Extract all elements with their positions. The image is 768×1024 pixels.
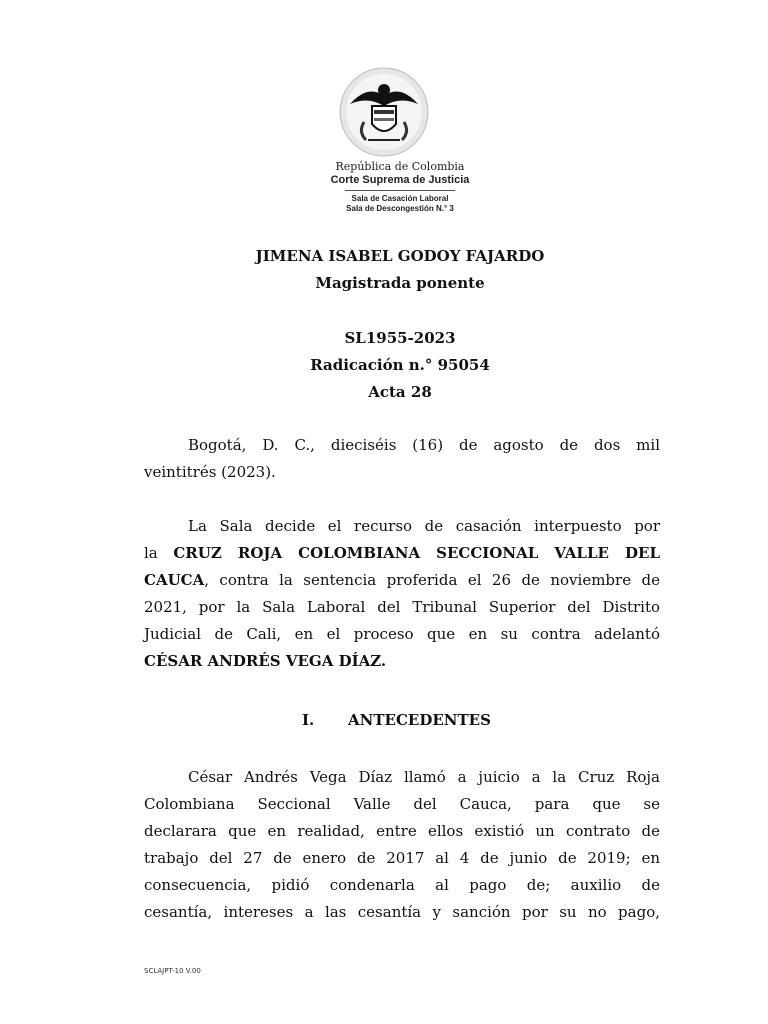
text-line: César Andrés Vega Díaz llamó a juicio a la Cruz Roja [188,768,660,786]
antecedentes-paragraph [144,764,660,926]
section-title: ANTECEDENTES [348,711,491,729]
institution-header [0,160,768,214]
party-name: CAUCA [144,571,205,589]
section-number: I. [302,711,315,729]
text-line: declarara que en realidad, entre ellos existió un contrato de [144,822,660,840]
intro-paragraph [144,513,660,675]
party-name: CRUZ ROJA COLOMBIANA SECCIONAL VALLE DEL [173,544,661,562]
text-line: consecuencia, pidió condenarla al pago de; auxilio de [144,876,660,894]
text-line: Bogotá, D. C., dieciséis (16) de agosto de dos mil [188,436,660,454]
magistrate-role: Magistrada ponente [315,274,485,292]
text-line: la CRUZ ROJA COLOMBIANA SECCIONAL VALLE DEL [144,544,661,562]
court-name: Corte Suprema de Justicia [330,174,470,186]
text-line: Colombiana Seccional Valle del Cauca, para que se [144,795,660,813]
republic-name: República de Colombia [335,160,465,173]
text-line: La Sala decide el recurso de casación interpuesto por [188,517,660,535]
text-line: veintitrés (2023). [144,463,276,481]
office-name: Sala de Descongestión N.° 3 [346,204,454,213]
text-line [144,648,660,675]
party-name: CÉSAR ANDRÉS VEGA DÍAZ. [144,652,387,670]
divider [345,190,455,191]
text-line: 2021, por la Sala Laboral del Tribunal Superior del Distrito [144,598,660,616]
text-line: Judicial de Cali, en el proceso que en su contra adelantó [144,625,660,643]
text-line: CAUCA, contra la sentencia proferida el 26 de noviembre de [144,571,660,589]
document-code: SCLAJPT-10 V.00 [144,967,201,975]
court-seal [0,66,768,162]
magistrate-name: JIMENA ISABEL GODOY FAJARDO [255,247,545,265]
text-line: cesantía, intereses a las cesantía y sanción por su no pago, [144,903,660,921]
coat-of-arms-icon [338,66,430,158]
acta-number: Acta 28 [368,383,432,401]
chamber-name: Sala de Casación Laboral [351,194,449,203]
text-line: trabajo del 27 de enero de 2017 al 4 de junio de 2019; en [144,849,660,867]
date-paragraph [144,432,660,486]
sentence-number: SL1955-2023 [344,329,456,347]
radicacion-number: Radicación n.° 95054 [310,356,490,374]
